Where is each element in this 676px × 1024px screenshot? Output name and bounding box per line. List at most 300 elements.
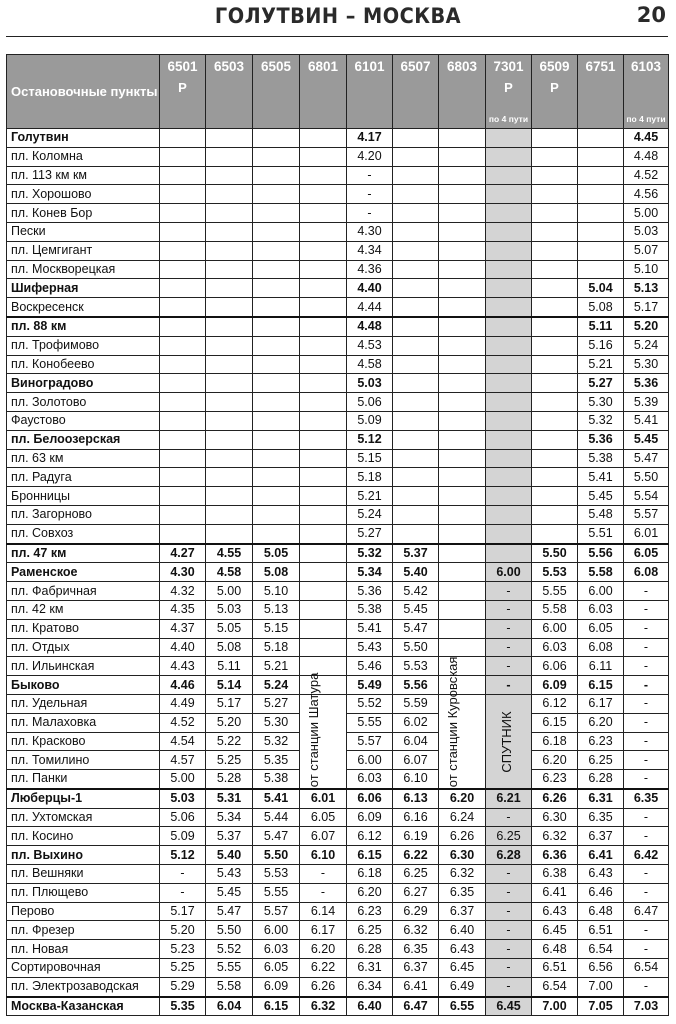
time-cell xyxy=(206,411,253,430)
time-cell xyxy=(253,374,300,393)
time-cell: 5.55 xyxy=(206,959,253,978)
time-cell xyxy=(160,524,206,543)
station-name: пл. Коломна xyxy=(7,147,160,166)
time-cell xyxy=(206,204,253,223)
time-cell xyxy=(532,185,578,204)
time-cell xyxy=(486,336,532,355)
time-cell: 5.32 xyxy=(578,411,624,430)
time-cell: 6.05 xyxy=(624,544,669,563)
station-name: пл. Ухтомская xyxy=(7,808,160,827)
time-cell: 5.03 xyxy=(160,789,206,808)
time-cell: 5.59 xyxy=(393,694,439,713)
time-cell xyxy=(393,241,439,260)
station-name: пл. Удельная xyxy=(7,694,160,713)
time-cell xyxy=(253,222,300,241)
time-cell: 5.03 xyxy=(624,222,669,241)
train-column-header xyxy=(578,55,624,129)
time-cell xyxy=(206,449,253,468)
time-cell: 6.27 xyxy=(393,883,439,902)
station-name: пл. Малаховка xyxy=(7,713,160,732)
time-cell: 6.18 xyxy=(347,865,393,884)
time-cell: 4.36 xyxy=(347,260,393,279)
time-cell: - xyxy=(486,865,532,884)
time-cell xyxy=(253,166,300,185)
time-cell: 5.52 xyxy=(347,694,393,713)
time-cell xyxy=(439,524,486,543)
station-name: Перово xyxy=(7,902,160,921)
time-cell: 6.18 xyxy=(532,732,578,751)
time-cell: 6.10 xyxy=(393,770,439,789)
time-cell xyxy=(206,487,253,506)
station-name: пл. Томилино xyxy=(7,751,160,770)
time-cell: 6.51 xyxy=(532,959,578,978)
time-cell: 6.05 xyxy=(578,619,624,638)
time-cell xyxy=(393,374,439,393)
table-row xyxy=(7,487,669,506)
time-cell xyxy=(439,582,486,601)
time-cell: 4.20 xyxy=(347,147,393,166)
station-name: пл. Трофимово xyxy=(7,336,160,355)
time-cell: - xyxy=(486,940,532,959)
time-cell xyxy=(393,468,439,487)
time-cell: - xyxy=(486,676,532,695)
time-cell xyxy=(300,487,347,506)
time-cell xyxy=(393,147,439,166)
time-cell: 5.27 xyxy=(253,694,300,713)
time-cell xyxy=(486,166,532,185)
time-cell xyxy=(160,147,206,166)
time-cell: 5.23 xyxy=(160,940,206,959)
station-name: пл. Белоозерская xyxy=(7,430,160,449)
time-cell: 6.45 xyxy=(439,959,486,978)
time-cell: 4.53 xyxy=(347,336,393,355)
time-cell xyxy=(206,298,253,317)
time-cell: 5.47 xyxy=(624,449,669,468)
time-cell: 6.17 xyxy=(578,694,624,713)
time-cell: 5.57 xyxy=(347,732,393,751)
time-cell xyxy=(300,279,347,298)
time-cell: - xyxy=(624,638,669,657)
time-cell: 5.24 xyxy=(347,505,393,524)
time-cell: 4.34 xyxy=(347,241,393,260)
vertical-note-7301: СПУТНИК xyxy=(499,711,515,773)
train-column-header xyxy=(300,55,347,129)
time-cell: 6.29 xyxy=(393,902,439,921)
time-cell: 5.00 xyxy=(624,204,669,223)
time-cell: 4.49 xyxy=(160,694,206,713)
time-cell: 6.15 xyxy=(578,676,624,695)
time-cell: 5.35 xyxy=(160,997,206,1016)
time-cell xyxy=(206,468,253,487)
time-cell: - xyxy=(486,808,532,827)
time-cell xyxy=(160,505,206,524)
time-cell: 5.56 xyxy=(578,544,624,563)
station-name: пл. 113 км км xyxy=(7,166,160,185)
time-cell: - xyxy=(624,713,669,732)
time-cell: 6.35 xyxy=(393,940,439,959)
time-cell xyxy=(439,619,486,638)
time-cell: 5.21 xyxy=(347,487,393,506)
time-cell: 6.26 xyxy=(439,827,486,846)
time-cell xyxy=(486,544,532,563)
time-cell: 5.29 xyxy=(160,977,206,996)
time-cell xyxy=(486,279,532,298)
time-cell xyxy=(253,204,300,223)
time-cell: - xyxy=(624,808,669,827)
time-cell: 4.52 xyxy=(160,713,206,732)
table-row xyxy=(7,185,669,204)
train-number: 6503 xyxy=(213,59,245,74)
station-name: пл. 88 км xyxy=(7,317,160,336)
time-cell: 6.14 xyxy=(300,902,347,921)
time-cell: 6.22 xyxy=(393,846,439,865)
time-cell xyxy=(439,600,486,619)
time-cell: - xyxy=(486,977,532,996)
train-column-header xyxy=(624,55,669,129)
time-cell: 6.49 xyxy=(439,977,486,996)
time-cell: 6.54 xyxy=(532,977,578,996)
time-cell: 5.49 xyxy=(347,676,393,695)
time-cell: 5.34 xyxy=(206,808,253,827)
time-cell xyxy=(486,505,532,524)
station-name: пл. Москворецкая xyxy=(7,260,160,279)
time-cell xyxy=(532,411,578,430)
time-cell: 5.25 xyxy=(206,751,253,770)
train-number: 6509 xyxy=(539,59,570,74)
time-cell xyxy=(160,317,206,336)
time-cell xyxy=(253,355,300,374)
time-cell xyxy=(253,129,300,148)
time-cell: 6.00 xyxy=(532,619,578,638)
time-cell xyxy=(393,449,439,468)
time-cell: 6.54 xyxy=(578,940,624,959)
time-cell xyxy=(578,222,624,241)
time-cell xyxy=(532,374,578,393)
time-cell xyxy=(253,185,300,204)
time-cell: 6.47 xyxy=(624,902,669,921)
time-cell: 5.31 xyxy=(206,789,253,808)
time-cell: 5.47 xyxy=(253,827,300,846)
time-cell: 6.48 xyxy=(578,902,624,921)
time-cell: - xyxy=(624,827,669,846)
time-cell: - xyxy=(486,657,532,676)
station-name: пл. Вешняки xyxy=(7,865,160,884)
table-row xyxy=(7,166,669,185)
time-cell xyxy=(300,411,347,430)
vertical-note-6803: от станции Куровская xyxy=(444,656,460,787)
station-name: пл. 47 км xyxy=(7,544,160,563)
time-cell: - xyxy=(624,732,669,751)
time-cell: 5.27 xyxy=(578,374,624,393)
table-row xyxy=(7,600,669,619)
time-cell xyxy=(486,393,532,412)
time-cell xyxy=(206,355,253,374)
table-row xyxy=(7,563,669,582)
time-cell: - xyxy=(300,883,347,902)
time-cell xyxy=(160,430,206,449)
time-cell: 4.58 xyxy=(347,355,393,374)
time-cell xyxy=(486,204,532,223)
time-cell xyxy=(300,260,347,279)
time-cell: 6.23 xyxy=(347,902,393,921)
time-cell: 6.26 xyxy=(300,977,347,996)
time-cell xyxy=(206,129,253,148)
table-row xyxy=(7,846,669,865)
time-cell: 6.20 xyxy=(532,751,578,770)
time-cell xyxy=(532,487,578,506)
time-cell xyxy=(439,411,486,430)
time-cell: 6.35 xyxy=(624,789,669,808)
time-cell xyxy=(253,449,300,468)
time-cell: 5.46 xyxy=(347,657,393,676)
time-cell: 6.54 xyxy=(624,959,669,978)
time-cell xyxy=(393,355,439,374)
time-cell: 6.43 xyxy=(532,902,578,921)
time-cell: - xyxy=(624,977,669,996)
station-name: пл. Электрозаводская xyxy=(7,977,160,996)
time-cell: 5.06 xyxy=(347,393,393,412)
time-cell: 5.36 xyxy=(347,582,393,601)
time-cell xyxy=(486,222,532,241)
time-cell xyxy=(160,279,206,298)
time-cell xyxy=(393,487,439,506)
time-cell xyxy=(532,241,578,260)
time-cell: 5.44 xyxy=(253,808,300,827)
time-cell: 6.00 xyxy=(578,582,624,601)
time-cell: 5.43 xyxy=(206,865,253,884)
time-cell: 6.45 xyxy=(486,997,532,1016)
time-cell: 5.41 xyxy=(578,468,624,487)
time-cell: 6.41 xyxy=(578,846,624,865)
train-mark: Р xyxy=(504,80,513,95)
timetable xyxy=(6,54,669,1016)
time-cell: 6.35 xyxy=(439,883,486,902)
time-cell: 6.30 xyxy=(532,808,578,827)
time-cell: 6.41 xyxy=(393,977,439,996)
time-cell: 5.42 xyxy=(393,582,439,601)
time-cell: 6.00 xyxy=(347,751,393,770)
station-name: Виноградово xyxy=(7,374,160,393)
time-cell xyxy=(532,355,578,374)
time-cell: 5.50 xyxy=(253,846,300,865)
train-number: 7301 xyxy=(493,59,524,74)
time-cell: 6.25 xyxy=(347,921,393,940)
station-name: Люберцы-1 xyxy=(7,789,160,808)
table-row xyxy=(7,449,669,468)
time-cell: 6.06 xyxy=(532,657,578,676)
time-cell: - xyxy=(486,921,532,940)
time-cell: 6.12 xyxy=(347,827,393,846)
time-cell xyxy=(300,505,347,524)
time-cell: 5.32 xyxy=(347,544,393,563)
time-cell: 5.32 xyxy=(253,732,300,751)
time-cell xyxy=(160,336,206,355)
station-name: пл. Цемгигант xyxy=(7,241,160,260)
time-cell: 6.46 xyxy=(578,883,624,902)
time-cell xyxy=(393,393,439,412)
time-cell xyxy=(439,449,486,468)
time-cell xyxy=(160,355,206,374)
time-cell: 4.32 xyxy=(160,582,206,601)
time-cell xyxy=(300,355,347,374)
time-cell: 4.58 xyxy=(206,563,253,582)
station-name: Воскресенск xyxy=(7,298,160,317)
time-cell: 4.57 xyxy=(160,751,206,770)
time-cell: - xyxy=(486,619,532,638)
station-column-header: Остановочные пункты xyxy=(7,55,160,129)
time-cell: 5.55 xyxy=(532,582,578,601)
table-row xyxy=(7,317,669,336)
time-cell xyxy=(578,241,624,260)
time-cell: 5.12 xyxy=(347,430,393,449)
table-row xyxy=(7,468,669,487)
time-cell: 6.26 xyxy=(532,789,578,808)
station-name: пл. Совхоз xyxy=(7,524,160,543)
time-cell xyxy=(393,524,439,543)
table-row xyxy=(7,940,669,959)
time-cell xyxy=(532,524,578,543)
station-name: Сортировочная xyxy=(7,959,160,978)
time-cell: - xyxy=(624,751,669,770)
time-cell xyxy=(160,298,206,317)
table-header-row xyxy=(7,55,669,129)
time-cell: - xyxy=(300,865,347,884)
time-cell: 5.45 xyxy=(393,600,439,619)
time-cell: 6.11 xyxy=(578,657,624,676)
station-name: пл. Золотово xyxy=(7,393,160,412)
time-cell: 5.11 xyxy=(578,317,624,336)
table-row xyxy=(7,430,669,449)
train-note: по 4 пути xyxy=(626,114,666,124)
time-cell xyxy=(253,279,300,298)
time-cell: 7.05 xyxy=(578,997,624,1016)
time-cell: 5.07 xyxy=(624,241,669,260)
station-name: пл. Косино xyxy=(7,827,160,846)
time-cell: - xyxy=(486,902,532,921)
table-body xyxy=(7,129,669,1016)
time-cell xyxy=(393,317,439,336)
page-title: ГОЛУТВИН – МОСКВА xyxy=(214,4,462,28)
time-cell: 6.40 xyxy=(439,921,486,940)
time-cell: 6.20 xyxy=(347,883,393,902)
time-cell: 5.04 xyxy=(578,279,624,298)
time-cell xyxy=(439,505,486,524)
time-cell xyxy=(532,430,578,449)
train-column-header xyxy=(532,55,578,129)
time-cell xyxy=(486,430,532,449)
time-cell xyxy=(439,298,486,317)
train-note: по 4 пути xyxy=(488,114,529,124)
time-cell xyxy=(300,241,347,260)
time-cell: 6.51 xyxy=(578,921,624,940)
time-cell xyxy=(253,393,300,412)
time-cell: - xyxy=(486,883,532,902)
time-cell: 6.31 xyxy=(578,789,624,808)
table-row xyxy=(7,355,669,374)
table-row xyxy=(7,865,669,884)
time-cell: 5.37 xyxy=(393,544,439,563)
time-cell: - xyxy=(347,204,393,223)
station-name: пл. 42 км xyxy=(7,600,160,619)
station-name: пл. Плющево xyxy=(7,883,160,902)
time-cell: 5.13 xyxy=(253,600,300,619)
train-number: 6803 xyxy=(446,59,478,74)
time-cell: - xyxy=(160,883,206,902)
time-cell xyxy=(393,336,439,355)
table-row xyxy=(7,524,669,543)
time-cell xyxy=(393,298,439,317)
time-cell xyxy=(300,393,347,412)
time-cell: 5.13 xyxy=(624,279,669,298)
time-cell: 6.37 xyxy=(393,959,439,978)
table-row xyxy=(7,789,669,808)
time-cell: 5.58 xyxy=(206,977,253,996)
time-cell: 6.13 xyxy=(393,789,439,808)
time-cell: 6.00 xyxy=(486,563,532,582)
station-name: пл. Кратово xyxy=(7,619,160,638)
time-cell: 6.35 xyxy=(578,808,624,827)
table-row xyxy=(7,204,669,223)
time-cell: 6.48 xyxy=(532,940,578,959)
train-column-header xyxy=(486,55,532,129)
time-cell: 5.18 xyxy=(347,468,393,487)
time-cell: 6.36 xyxy=(532,846,578,865)
time-cell xyxy=(486,374,532,393)
header-rule xyxy=(6,36,668,37)
time-cell: 6.08 xyxy=(578,638,624,657)
time-cell xyxy=(532,449,578,468)
time-cell xyxy=(206,260,253,279)
time-cell xyxy=(393,204,439,223)
station-name: Шиферная xyxy=(7,279,160,298)
time-cell: 6.03 xyxy=(347,770,393,789)
time-cell: 6.05 xyxy=(300,808,347,827)
time-cell: 6.06 xyxy=(347,789,393,808)
time-cell xyxy=(300,317,347,336)
time-cell: 6.42 xyxy=(624,846,669,865)
time-cell: 4.27 xyxy=(160,544,206,563)
time-cell xyxy=(439,166,486,185)
time-cell: 5.05 xyxy=(206,619,253,638)
time-cell: 6.20 xyxy=(439,789,486,808)
time-cell: 7.00 xyxy=(578,977,624,996)
station-name: Быково xyxy=(7,676,160,695)
time-cell xyxy=(532,147,578,166)
time-cell: 5.56 xyxy=(393,676,439,695)
station-name: пл. Конобеево xyxy=(7,355,160,374)
station-name: пл. Радуга xyxy=(7,468,160,487)
time-cell: - xyxy=(347,166,393,185)
time-cell: 5.50 xyxy=(393,638,439,657)
time-cell xyxy=(300,166,347,185)
time-cell: 5.24 xyxy=(253,676,300,695)
time-cell xyxy=(578,166,624,185)
time-cell: 5.12 xyxy=(160,846,206,865)
time-cell: 6.21 xyxy=(486,789,532,808)
time-cell xyxy=(206,222,253,241)
train-number: 6801 xyxy=(307,59,339,74)
time-cell: 5.11 xyxy=(206,657,253,676)
time-cell: 6.23 xyxy=(532,770,578,789)
time-cell: 6.41 xyxy=(532,883,578,902)
time-cell xyxy=(206,524,253,543)
time-cell: 5.48 xyxy=(578,505,624,524)
time-cell: 5.09 xyxy=(347,411,393,430)
train-mark: Р xyxy=(178,80,187,95)
time-cell xyxy=(253,487,300,506)
time-cell: 5.38 xyxy=(347,600,393,619)
time-cell: 4.37 xyxy=(160,619,206,638)
